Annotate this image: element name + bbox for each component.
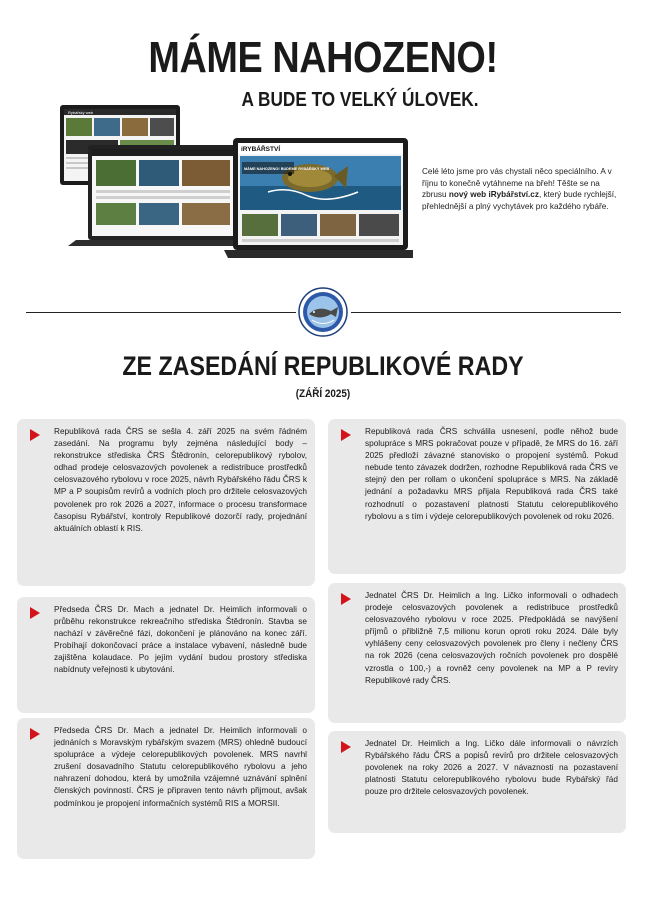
report-text: Republiková rada ČRS se sešla 4. září 2025 na svém řádném zasedání. Na programu byly zejména následující body – rekonstrukce střediska ČRS Štědronín, celorepublikový rybolov, odhad prodeje celosvazových povolenek a redistribuce prostředků celosvazového rybolovu v roce 2025, návrh Rybářského řádu ČRS k MP a P soupisům revírů a vodních ploch pro držitele celosvazových povolenek pro rok 2026 a 2027, informace o procesu transformace časopisu Rybářství, kontroly Republikové dozorčí rady, projednání aktuálních oblastí k RIS. bbox=[54, 427, 307, 533]
crs-emblem-icon bbox=[298, 287, 348, 337]
subheadline: A BUDE TO VELKÝ ÚLOVEK. bbox=[241, 89, 479, 111]
report-card bbox=[17, 718, 315, 859]
headline: MÁME NAHOZENO! bbox=[148, 33, 498, 82]
promo-text: Celé léto jsme pro vás chystali něco speciálního. A v říjnu to konečně vytáhneme na břeh! Těšte se na zbrusu nový web iRybářství.cz, který bude rychlejší, přehlednější a plný vychytávek pro každého rybáře. bbox=[422, 167, 617, 211]
tablet-label: Rybářský web bbox=[68, 110, 94, 115]
laptop-left-mockup bbox=[68, 145, 258, 246]
triangle-right-icon bbox=[341, 429, 351, 441]
report-text: Jednatel Dr. Heimlich a Ing. Ličko dále informovali o návrzích Rybářského řádu ČRS a popisů revírů pro držitele celosvazových povolenek na roky 2026 a 2027. V návaznosti na pozastavení platnosti Statutu celorepublikového rybolovu bude Rybářský řád pouze pro držitele celosvazových povolenek. bbox=[365, 739, 618, 797]
devices-mockup-image bbox=[28, 100, 413, 280]
promo-web-link: nový web iRybářství.cz bbox=[448, 190, 539, 200]
triangle-right-icon bbox=[341, 741, 351, 753]
report-text: Republiková rada ČRS schválila usnesení, podle něhož bude spolupráce s MRS pokračovat pouze v případě, že MRS do 16. září 2025 předloží závazné stanovisko o propojení systémů. Pokud nebude tento závazek dodržen, rozhodne Republiková rada ČRS ve stejný den per rollam o ukončení spolupráce s MRS. Na základě jednání a požadavku MRS přijala Republiková rada ČRS také rozhodnutí o pozastavení platnosti Statutu celorepublikového rybolovu a s tím i výdeje celorepublikových povolenek od roku 2026. bbox=[365, 427, 618, 521]
triangle-right-icon bbox=[341, 593, 351, 605]
triangle-right-icon bbox=[30, 429, 40, 441]
report-card bbox=[328, 731, 626, 833]
section-date: (ZÁŘÍ 2025) bbox=[295, 388, 351, 400]
section-title: ZE ZASEDÁNÍ REPUBLIKOVÉ RADY bbox=[122, 351, 524, 381]
report-card bbox=[17, 597, 315, 713]
report-card bbox=[17, 419, 315, 586]
triangle-right-icon bbox=[30, 728, 40, 740]
laptop-brand: iRYBÁŘSTVÍ bbox=[241, 146, 281, 153]
divider-right bbox=[351, 312, 621, 313]
report-text: Předseda ČRS Dr. Mach a jednatel Dr. Heimlich informovali o jednáních s Moravským rybářským svazem (MRS) ohledně budoucí spolupráce a výdeje celorepublikových povolenek. MRS navrhl zrušení dosavadního Statutu celorepublikového rybolovu a jeho nahrazení dohodou, která by umožnila vzájemné uznávání splnění členských povinností. ČRS je připraven tento návrh přijmout, avšak podmínkou je propojení informačních systémů RIS a MORSII. bbox=[54, 726, 307, 808]
report-card bbox=[328, 419, 626, 574]
triangle-right-icon bbox=[30, 607, 40, 619]
laptop-banner: MÁME NAHOZENO! BUDEME RYBÁŘSKÝ WEB bbox=[244, 167, 330, 171]
report-card bbox=[328, 583, 626, 723]
laptop-main-mockup bbox=[224, 138, 413, 258]
report-text: Jednatel ČRS Dr. Heimlich a Ing. Ličko informovali o odhadech prodeje celosvazových povolenek a redistribuce prostředků celosvazového rybolovu v roce 2025. Předpokládá se navýšení příjmů o přibližně 7,5 milionu korun oproti roku 2024. Dále byly vyhlášeny ceny celosvazových povolenek pro členy i nečleny ČRS na rok 2026 (cena celosvazových ročních povolenek pro dospělé vzrostla o 100,-) a rovněž ceny povolenek na MP a P revíry Republikové rady ČRS. bbox=[365, 591, 618, 685]
report-text: Předseda ČRS Dr. Mach a jednatel Dr. Heimlich informovali o průběhu rekonstrukce rekreačního střediska Štědronín. Stavba se nachází v závěrečné fázi, dokončení je plánováno na konec září. Probíhají dokončovací práce a instalace vybavení, následně bude zajištěna kolaudace. Po jejím vydání budou prostory střediska nabídnuty veřejnosti k ubytování. bbox=[54, 605, 307, 675]
divider-left bbox=[26, 312, 296, 313]
